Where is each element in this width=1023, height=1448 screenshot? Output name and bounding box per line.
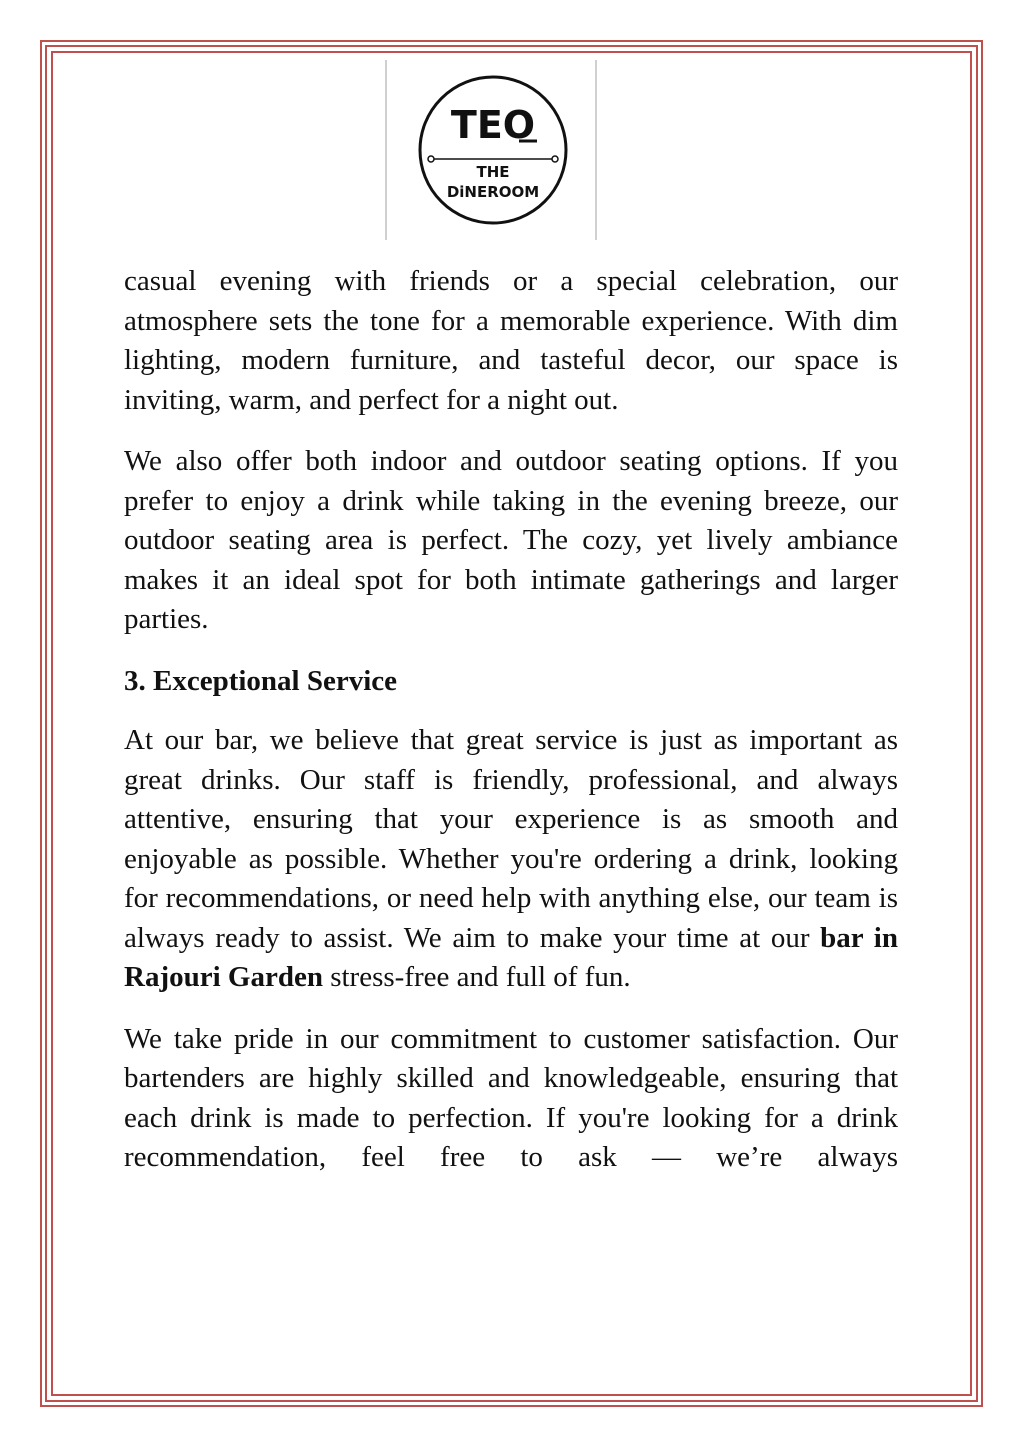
service-text-after: stress-free and full of fun. xyxy=(322,961,631,993)
logo-container xyxy=(385,60,597,240)
logo-text-dineroom: DiNEROOM xyxy=(446,183,540,201)
service-text-before: At our bar, we believe that great service is just as important as great drinks. Our staff is friendly, professional, and always attentive, ensuring that your experience is as smooth and enjoyable as possible. Whether you're ordering a drink, looking for recommendations, or need help with anything else, our team is always ready to assist. We aim to make your time at our xyxy=(124,724,898,954)
keyword-bar-rajouri-garden: bar in Rajouri Garden xyxy=(124,921,898,993)
paragraph-seating: We also offer both indoor and outdoor seating options. If you prefer to enjoy a drink while taking in the evening breeze, our outdoor seating area is perfect. The cozy, yet lively ambiance makes it an ideal spot for both intimate gatherings and larger parties. xyxy=(124,445,898,635)
logo-text-teo: TEO xyxy=(450,103,536,147)
teo-dineroom-logo xyxy=(415,74,571,226)
paragraph-satisfaction: We take pride in our commitment to customer satisfaction. Our bartenders are highly skilled and knowledgeable, ensuring that each drink is made to perfection. If you're looking for a drink recommendation, feel free to ask — we’re always xyxy=(124,1022,898,1173)
paragraph-atmosphere: casual evening with friends or a special celebration, our atmosphere sets the tone for a memorable experience. With dim lighting, modern furniture, and tasteful decor, our space is inviting, warm, and perfect for a night out. xyxy=(124,265,898,416)
paragraph-service xyxy=(124,721,898,998)
logo-text-the: THE xyxy=(476,163,510,181)
document-body xyxy=(124,262,898,1200)
section-heading-exceptional-service: 3. Exceptional Service xyxy=(124,664,398,697)
